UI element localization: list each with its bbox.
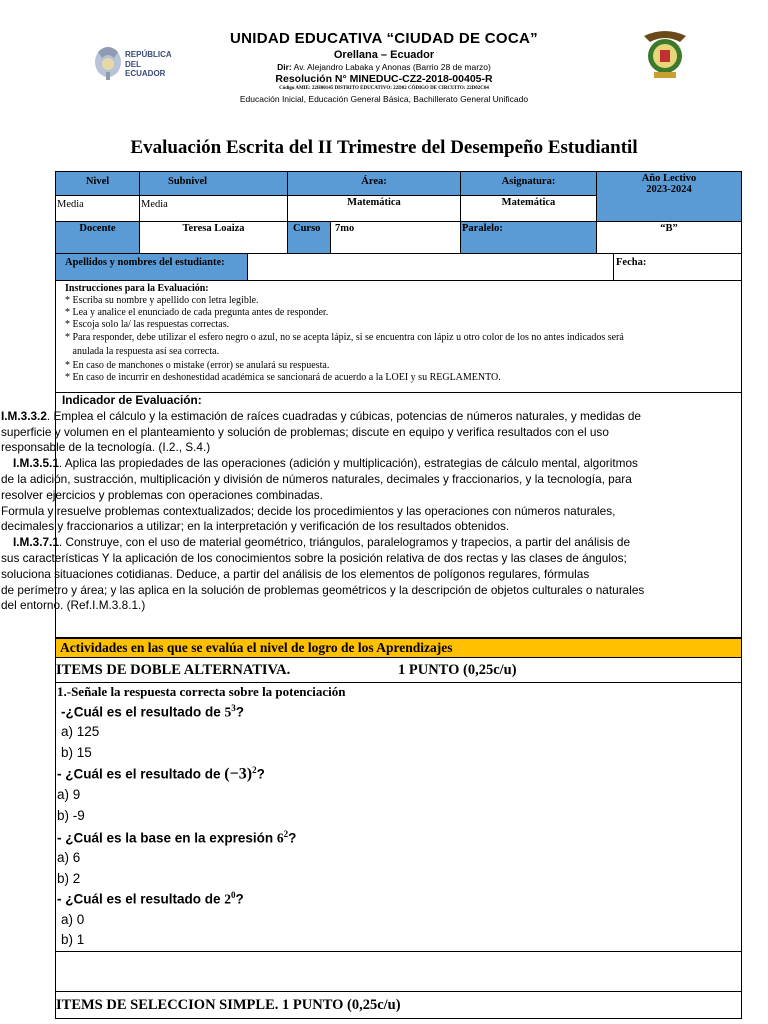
ano-lectivo-value: 2023-2024 [646,184,692,195]
section-1-title: ITEMS DE DOBLE ALTERNATIVA. [56,662,291,678]
indicator-2: I.M.3.5.1. Aplica las propiedades de las operaciones (adición y multiplicación), estrategias de cálculo mental, algoritmos [13,456,638,471]
logo-text-ecuador: DEL ECUADOR [125,60,166,78]
q4-option-a[interactable]: a) 0 [61,912,85,927]
section-1-points: 1 PUNTO (0,25c/u) [398,662,517,678]
indicator-1-line: superficie y volumen en el planteamiento y solución de problemas; discute en equipo y verifica resultados con el uso [1,424,609,439]
indicator-3: I.M.3.7.1. Construye, con el uso de material geométrico, triángulos, paralelogramos y trapecios, a partir del análisis de [13,535,631,550]
question-2: - ¿Cuál es el resultado de $(-3)^2$? [57,765,265,783]
indicator-1-line: responsable de la tecnología. (I.2., S.4.) [1,440,211,455]
indicator-3-line: soluciona situaciones cotidianas. Deduce, a partir del análisis de los elementos de polígonos regulares, fórmulas [1,566,590,581]
subnivel-value: Media [139,195,288,222]
activities-banner: Actividades en las que se evalúa el nivel de logro de los Aprendizajes [55,638,742,658]
asignatura-value: Matemática [460,195,597,222]
section-2-points: 1 PUNTO (0,25c/u) [282,997,401,1013]
questions-box [55,682,742,992]
school-resolution: Resolución N° MINEDUC-CZ2-2018-00405-R [275,73,493,85]
area-value: Matemática [287,195,461,222]
school-address: Dir: Av. Alejandro Labaka y Anonas (Barrio 28 de marzo) [277,62,491,72]
instruction-item: anulada la respuesta así sea correcta. [65,346,220,357]
question-intro: 1.-Señale la respuesta correcta sobre la potenciación [57,684,346,699]
evaluation-title: Evaluación Escrita del II Trimestre del Desempeño Estudiantil [130,137,638,158]
subnivel-header: Subnivel [139,171,288,196]
section-simple-selection [55,991,742,1019]
ano-lectivo-cell [596,171,742,222]
section-double-alternative [55,657,742,683]
ano-lectivo-label: Año Lectivo [641,173,697,184]
asignatura-header: Asignatura: [460,171,597,196]
instruction-item: * En caso de manchones o mistake (error) se anulará su respuesta. [65,360,330,371]
indicator-3-line: del entorno. (Ref.I.M.3.8.1.) [1,598,146,613]
school-codes: Código AMIE: 22H00145 DISTRITO EDUCATIVO: 22D02 CÓDIGO DE CIRCUITO: 22D02C04 [279,86,489,91]
docente-header: Docente [55,221,140,254]
instruction-item: * Escriba su nombre y apellido con letra legible. [65,295,259,306]
indicator-3-line: de perímetro y área; y las aplica en la solución de problemas geométricos y la descripción de objetos culturales o naturales [1,582,645,597]
docente-value: Teresa Loaiza [139,221,288,254]
q1-option-b[interactable]: b) 15 [61,745,92,760]
instruction-item: * Escoja solo la/ las respuestas correctas. [65,319,230,330]
paralelo-header: Paralelo: [460,221,597,254]
instructions-box [55,280,742,393]
instruction-item: * En caso de incurrir en deshonestidad académica se sancionará de acuerdo a la LOEI y su REGLAMENTO. [65,372,501,383]
nivel-value: Media [55,195,140,222]
q3-option-b[interactable]: b) 2 [57,871,81,886]
question-1: -¿Cuál es el resultado de $5^3$? [61,703,245,720]
school-levels: Educación Inicial, Educación General Básica, Bachillerato General Unificado [239,94,529,104]
paralelo-value: “B” [596,221,742,254]
instruction-item: * Para responder, debe utilizar el esfero negro o azul, no se acepta lápiz, si se encuentra con lápiz u otro color de los no antes indicados será [65,332,624,343]
q4-option-b[interactable]: b) 1 [61,932,85,947]
fecha-field[interactable]: Fecha: [613,253,742,281]
indicator-3-line: sus características Y la aplicación de los conocimientos sobre la posición relativa de dos rectas y las clases de ángulos; [1,550,627,565]
section-2-title: ITEMS DE SELECCION SIMPLE. [56,997,279,1013]
instruction-item: * Lea y analice el enunciado de cada pregunta antes de responder. [65,307,329,318]
estudiante-header: Apellidos y nombres del estudiante: [55,253,248,281]
indicator-2-line: de la adición, sustracción, multiplicación y división de números naturales, decimales y fraccionarios, y la tecnología, para [1,471,632,486]
q1-option-a[interactable]: a) 125 [61,724,100,739]
q2-option-b[interactable]: b) -9 [57,808,85,823]
area-header: Área: [287,171,461,196]
indicators-title: Indicador de Evaluación: [62,393,202,407]
question-4: - ¿Cuál es el resultado de $2^0$? [57,890,244,907]
school-name: UNIDAD EDUCATIVA “CIUDAD DE COCA” [230,30,538,47]
curso-value: 7mo [330,221,461,254]
instructions-title: Instrucciones para la Evaluación: [65,283,209,294]
school-location: Orellana – Ecuador [333,49,435,61]
indicators-box [1,392,742,638]
indicator-2-line: decimales y fraccionarios a utilizar; en la interpretación y verificación de los resultados obtenidos. [1,519,510,534]
questions-divider [56,951,741,952]
q2-option-a[interactable]: a) 9 [57,787,81,802]
indicator-1: I.M.3.3.2. Emplea el cálculo y la estimación de raíces cuadradas y cúbicas, potencias de números naturales, y medidas de [1,408,641,423]
nivel-header: Nivel [55,171,140,196]
indicator-2-line: Formula y resuelve problemas contextualizados; decide los procedimientos y las operaciones con números naturales, [1,503,616,518]
logo-text-republica: REPÚBLICA [125,50,172,59]
q3-option-a[interactable]: a) 6 [57,850,81,865]
question-3: - ¿Cuál es la base en la expresión $6^2$? [57,829,297,846]
estudiante-input[interactable] [247,253,614,281]
indicator-2-line: resolver ejercicios y problemas con operaciones combinadas. [1,487,323,502]
curso-header: Curso [287,221,331,254]
